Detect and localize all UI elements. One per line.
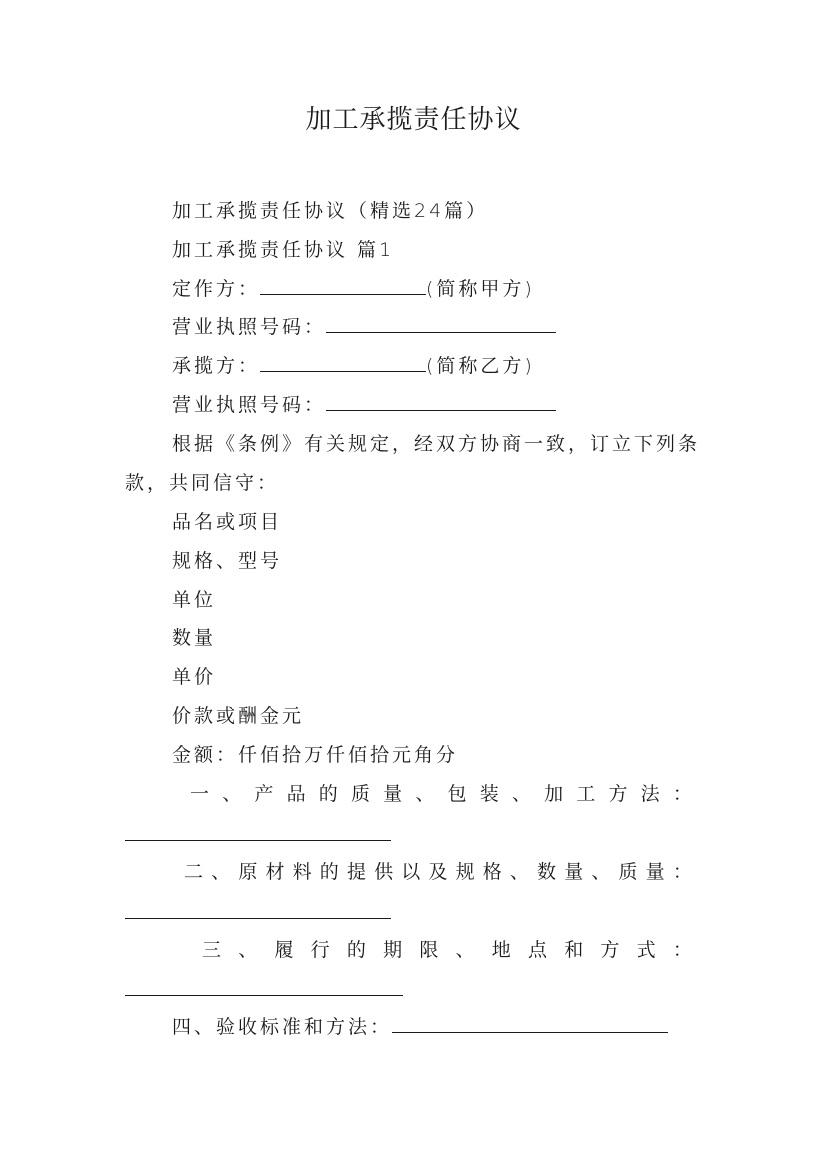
contractor-line xyxy=(172,352,535,380)
license-label-1: 营业执照号码： xyxy=(172,316,327,338)
clause-2-char: 格 xyxy=(482,861,502,883)
license-line-1 xyxy=(172,313,556,341)
clause-2-char: 、 xyxy=(591,861,611,883)
clause-2-char: 提 xyxy=(346,861,366,883)
license-blank-1 xyxy=(326,314,556,333)
basis-line-1: 根据《条例》有关规定，经双方协商一致，订立下列条 xyxy=(172,433,701,455)
clause-3-char: 、 xyxy=(238,939,258,961)
clause-1-char: 量 xyxy=(383,783,403,805)
ordering-party-line xyxy=(172,275,535,303)
clause-2-char: 料 xyxy=(292,861,312,883)
clause-1-char: 装 xyxy=(479,783,499,805)
clause-1-char: 法 xyxy=(640,783,660,805)
clause-3-char: 限 xyxy=(419,939,439,961)
document-title: 加工承揽责任协议 xyxy=(305,105,522,135)
section-heading: 加工承揽责任协议 篇1 xyxy=(172,239,395,261)
clause-1-char: 、 xyxy=(415,783,435,805)
clause-1-char: 、 xyxy=(222,783,242,805)
clause-3-char: 期 xyxy=(383,939,403,961)
clause-3-char: 式 xyxy=(636,939,656,961)
clause-2-char: 、 xyxy=(211,861,231,883)
amount-line: 金额：仟佰拾万仟佰拾元角分 xyxy=(172,744,459,766)
clause-4-label: 四、验收标准和方法： xyxy=(172,1016,393,1038)
spec-model-line: 规格、型号 xyxy=(172,550,283,572)
clause-2-char: 量 xyxy=(645,861,665,883)
clause-1-char: 包 xyxy=(447,783,467,805)
clause-2-char: 及 xyxy=(428,861,448,883)
clause-3-char: 行 xyxy=(310,939,330,961)
license-line-2 xyxy=(172,391,556,419)
clause-4-line xyxy=(172,1013,668,1041)
basis-line-2: 款，共同信守： xyxy=(125,472,280,494)
clause-1-char: 加 xyxy=(544,783,564,805)
item-name-line: 品名或项目 xyxy=(172,511,283,533)
clause-3-char: 履 xyxy=(274,939,294,961)
clause-1-char: 一 xyxy=(190,783,210,805)
clause-1-blank xyxy=(125,840,391,841)
clause-2 xyxy=(184,858,692,886)
clause-2-char: ： xyxy=(672,861,692,883)
clause-1 xyxy=(190,780,692,808)
clause-2-char: 二 xyxy=(184,861,204,883)
clause-3 xyxy=(202,936,692,964)
clause-2-char: 规 xyxy=(455,861,475,883)
clause-3-char: ： xyxy=(672,939,692,961)
intro-line: 加工承揽责任协议（精选24篇） xyxy=(172,200,489,222)
contractor-suffix: (简称乙方) xyxy=(426,355,535,377)
clause-3-char: 方 xyxy=(600,939,620,961)
clause-1-char: 品 xyxy=(286,783,306,805)
clause-2-char: 的 xyxy=(319,861,339,883)
clause-2-char: 量 xyxy=(564,861,584,883)
clause-2-char: 质 xyxy=(618,861,638,883)
unit-price-line: 单价 xyxy=(172,666,217,688)
license-blank-2 xyxy=(326,392,556,411)
clause-1-char: 方 xyxy=(608,783,628,805)
clause-3-blank xyxy=(125,995,403,996)
ordering-party-blank xyxy=(260,276,426,295)
clause-1-char: 、 xyxy=(511,783,531,805)
ordering-party-label: 定作方： xyxy=(172,278,261,300)
contractor-label: 承揽方： xyxy=(172,355,261,377)
clause-3-char: 地 xyxy=(491,939,511,961)
unit-line: 单位 xyxy=(172,589,217,611)
clause-2-char: 供 xyxy=(374,861,394,883)
clause-1-char: 的 xyxy=(318,783,338,805)
clause-3-char: 点 xyxy=(527,939,547,961)
clause-2-blank xyxy=(125,918,391,919)
clause-3-char: 和 xyxy=(564,939,584,961)
clause-4-blank xyxy=(392,1014,668,1033)
ordering-party-suffix: (简称甲方) xyxy=(426,278,535,300)
clause-3-char: 的 xyxy=(346,939,366,961)
clause-2-char: 材 xyxy=(265,861,285,883)
clause-3-char: 三 xyxy=(202,939,222,961)
contractor-blank xyxy=(260,353,426,372)
clause-1-char: 工 xyxy=(576,783,596,805)
clause-2-char: 数 xyxy=(537,861,557,883)
quantity-line: 数量 xyxy=(172,627,217,649)
clause-1-char: 产 xyxy=(254,783,274,805)
license-label-2: 营业执照号码： xyxy=(172,394,327,416)
clause-2-char: 、 xyxy=(509,861,529,883)
payment-line: 价款或酬金元 xyxy=(172,705,305,727)
clause-2-char: 以 xyxy=(401,861,421,883)
clause-3-char: 、 xyxy=(455,939,475,961)
clause-1-char: ： xyxy=(672,783,692,805)
clause-2-char: 原 xyxy=(238,861,258,883)
clause-1-char: 质 xyxy=(350,783,370,805)
